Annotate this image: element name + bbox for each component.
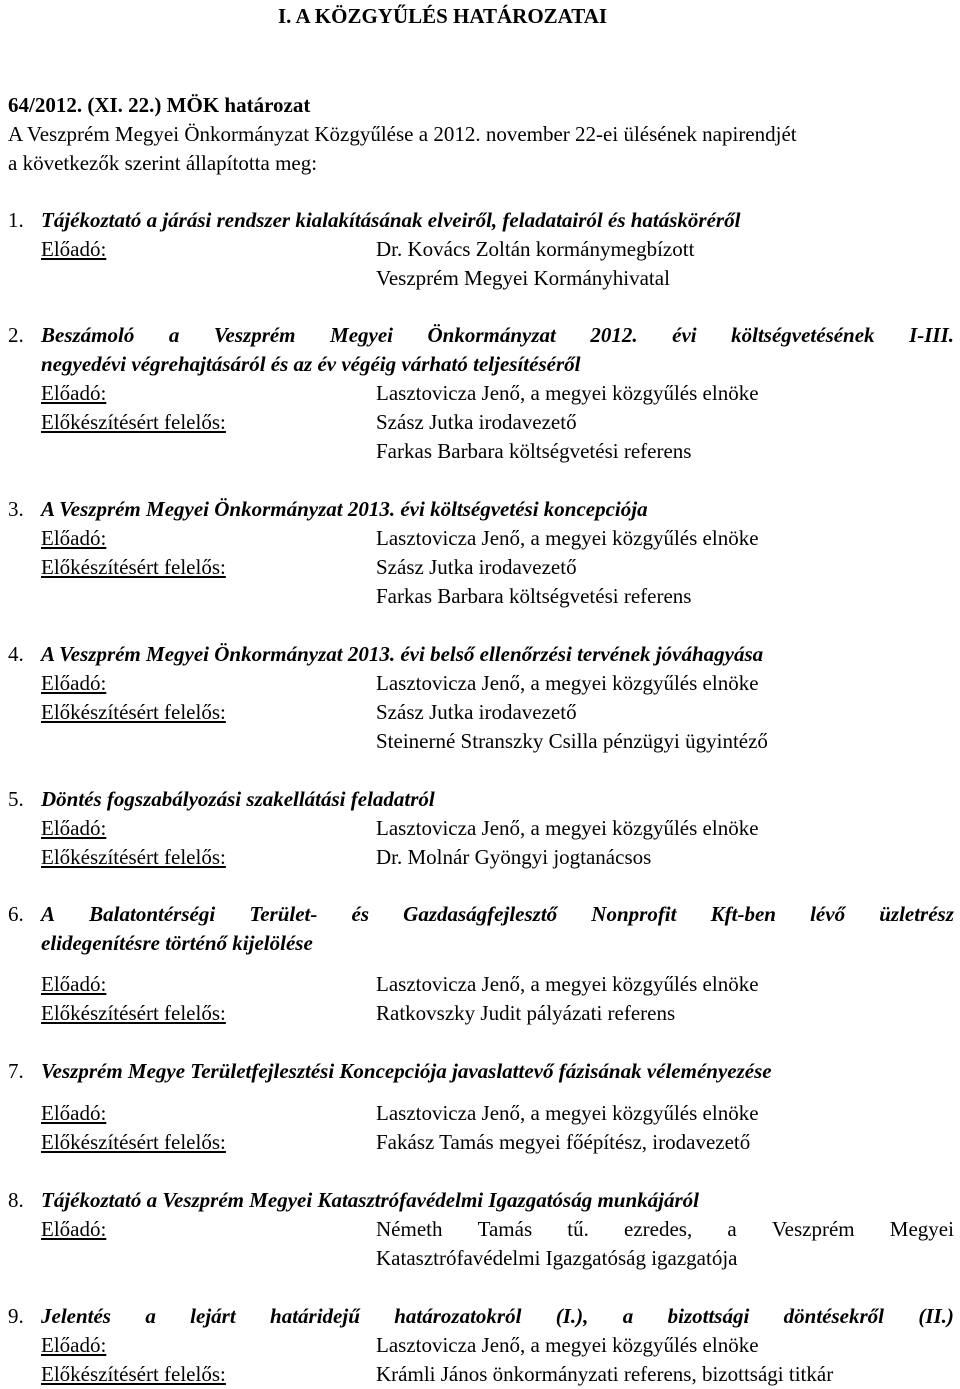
item-3-presenter-label: Előadó: bbox=[41, 526, 107, 550]
resolution-line-1: A Veszprém Megyei Önkormányzat Közgyűlése a 2012. november 22-ei ülésének napirendjét bbox=[8, 122, 797, 146]
item-6-presenter: Lasztovicza Jenő, a megyei közgyűlés elnöke bbox=[376, 972, 759, 996]
item-3-number: 3. bbox=[8, 497, 24, 521]
item-6-title-line-1: A Balatontérségi Terület- és Gazdaságfejlesztő Nonprofit Kft-ben lévő üzletrész bbox=[41, 902, 954, 926]
item-5-number: 5. bbox=[8, 787, 24, 811]
item-3-preparer-line-1: Szász Jutka irodavezető bbox=[376, 555, 577, 579]
item-4-preparer-line-2: Steinerné Stranszky Csilla pénzügyi ügyintéző bbox=[376, 729, 768, 753]
item-3-preparer-label: Előkészítésért felelős: bbox=[41, 555, 226, 579]
item-3-presenter: Lasztovicza Jenő, a megyei közgyűlés elnöke bbox=[376, 526, 759, 550]
item-5-preparer-label: Előkészítésért felelős: bbox=[41, 845, 226, 869]
item-8-title: Tájékoztató a Veszprém Megyei Katasztrófavédelmi Igazgatóság munkájáról bbox=[41, 1188, 700, 1212]
item-4-number: 4. bbox=[8, 642, 24, 666]
item-4-preparer-label: Előkészítésért felelős: bbox=[41, 700, 226, 724]
item-6-presenter-label: Előadó: bbox=[41, 972, 107, 996]
item-5-title: Döntés fogszabályozási szakellátási feladatról bbox=[41, 787, 435, 811]
item-3-title: A Veszprém Megyei Önkormányzat 2013. évi költségvetési koncepciója bbox=[41, 497, 648, 521]
item-2-preparer-line-2: Farkas Barbara költségvetési referens bbox=[376, 439, 692, 463]
item-9-number: 9. bbox=[8, 1304, 24, 1328]
item-2-preparer-line-1: Szász Jutka irodavezető bbox=[376, 410, 577, 434]
item-1-number: 1. bbox=[8, 208, 24, 232]
resolution-number: 64/2012. (XI. 22.) MÖK határozat bbox=[8, 93, 311, 117]
item-8-number: 8. bbox=[8, 1188, 24, 1212]
item-9-title: Jelentés a lejárt határidejű határozatokról (I.), a bizottsági döntésekről (II.) bbox=[41, 1304, 954, 1328]
resolution-line-2: a következők szerint állapította meg: bbox=[8, 151, 318, 175]
item-1-presenter-line-2: Veszprém Megyei Kormányhivatal bbox=[376, 266, 670, 290]
item-2-title-line-2: negyedévi végrehajtásáról és az év végéig várható teljesítéséről bbox=[41, 352, 581, 376]
item-6-title-line-2: elidegenítésre történő kijelölése bbox=[41, 931, 313, 955]
item-8-presenter-line-1: Németh Tamás tű. ezredes, a Veszprém Megyei bbox=[376, 1217, 954, 1241]
item-1-presenter-line-1: Dr. Kovács Zoltán kormánymegbízott bbox=[376, 237, 695, 261]
item-3-preparer-line-2: Farkas Barbara költségvetési referens bbox=[376, 584, 692, 608]
item-6-preparer-line-1: Ratkovszky Judit pályázati referens bbox=[376, 1001, 676, 1025]
item-7-preparer-line-1: Fakász Tamás megyei főépítész, irodavezető bbox=[376, 1130, 751, 1154]
item-7-preparer-label: Előkészítésért felelős: bbox=[41, 1130, 226, 1154]
item-2-presenter: Lasztovicza Jenő, a megyei közgyűlés elnöke bbox=[376, 381, 759, 405]
item-7-presenter-label: Előadó: bbox=[41, 1101, 107, 1125]
item-1-title: Tájékoztató a járási rendszer kialakításának elveiről, feladatairól és hatásköréről bbox=[41, 208, 741, 232]
item-2-preparer-label: Előkészítésért felelős: bbox=[41, 410, 226, 434]
item-5-presenter-label: Előadó: bbox=[41, 816, 107, 840]
item-4-presenter-label: Előadó: bbox=[41, 671, 107, 695]
item-7-number: 7. bbox=[8, 1059, 24, 1083]
item-2-presenter-label: Előadó: bbox=[41, 381, 107, 405]
item-6-number: 6. bbox=[8, 902, 24, 926]
item-7-presenter: Lasztovicza Jenő, a megyei közgyűlés elnöke bbox=[376, 1101, 759, 1125]
item-4-presenter: Lasztovicza Jenő, a megyei közgyűlés elnöke bbox=[376, 671, 759, 695]
page-heading: I. A KÖZGYŰLÉS HATÁROZATAI bbox=[278, 4, 608, 28]
item-4-preparer-line-1: Szász Jutka irodavezető bbox=[376, 700, 577, 724]
item-9-preparer-label: Előkészítésért felelős: bbox=[41, 1362, 226, 1386]
item-9-presenter: Lasztovicza Jenő, a megyei közgyűlés elnöke bbox=[376, 1333, 759, 1357]
item-2-title-line-1: Beszámoló a Veszprém Megyei Önkormányzat 2012. évi költségvetésének I-III. bbox=[41, 323, 954, 347]
item-1-presenter-label: Előadó: bbox=[41, 237, 107, 261]
item-9-presenter-label: Előadó: bbox=[41, 1333, 107, 1357]
item-5-presenter: Lasztovicza Jenő, a megyei közgyűlés elnöke bbox=[376, 816, 759, 840]
item-9-preparer-line-1: Krámli János önkormányzati referens, bizottsági titkár bbox=[376, 1362, 834, 1386]
item-2-number: 2. bbox=[8, 323, 24, 347]
item-4-title: A Veszprém Megyei Önkormányzat 2013. évi belső ellenőrzési tervének jóváhagyása bbox=[41, 642, 764, 666]
item-6-preparer-label: Előkészítésért felelős: bbox=[41, 1001, 226, 1025]
item-8-presenter-label: Előadó: bbox=[41, 1217, 107, 1241]
item-5-preparer-line-1: Dr. Molnár Gyöngyi jogtanácsos bbox=[376, 845, 652, 869]
item-7-title: Veszprém Megye Területfejlesztési Koncepciója javaslattevő fázisának véleményezése bbox=[41, 1059, 772, 1083]
item-8-presenter-line-2: Katasztrófavédelmi Igazgatóság igazgatója bbox=[376, 1246, 738, 1270]
